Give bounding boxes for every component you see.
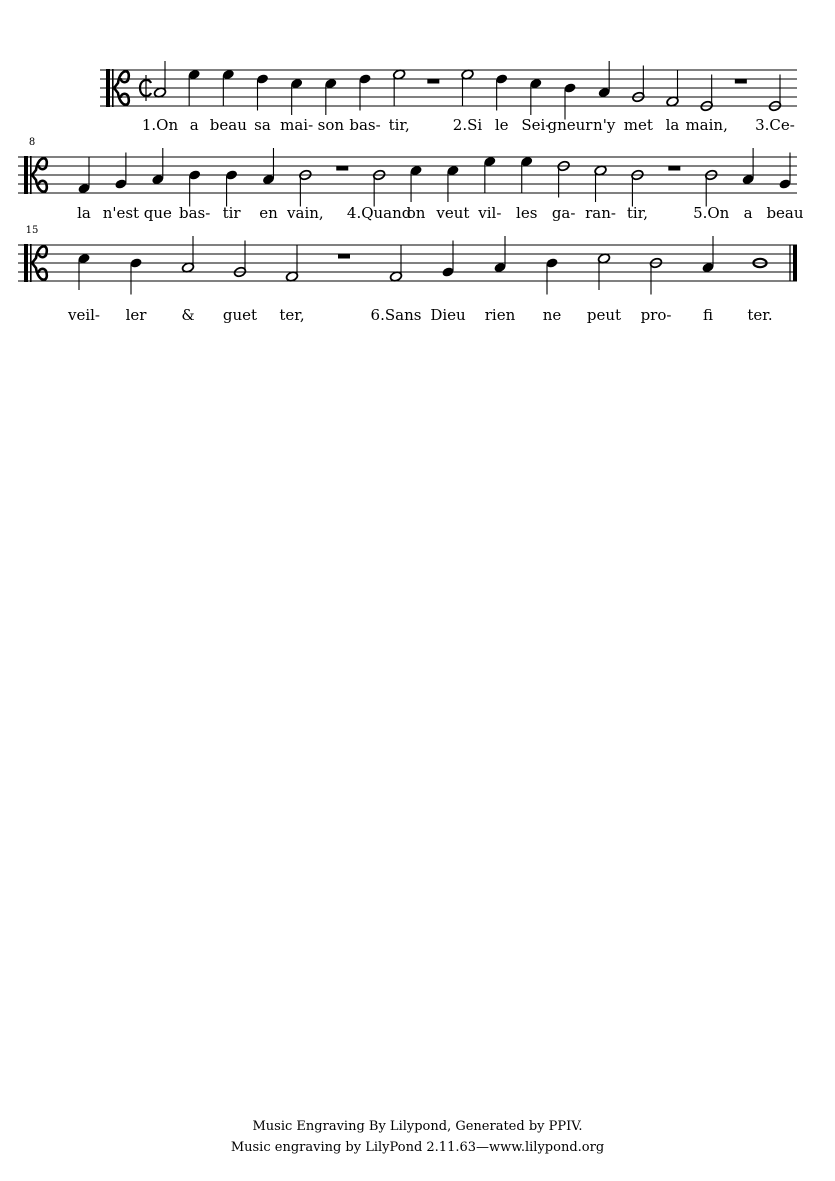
lyric-syllable: 4.Quand (346, 204, 412, 222)
lyric-syllable: gneur (547, 116, 593, 134)
lyric-syllable: rien (484, 306, 516, 324)
footer-lilypond-credit: Music engraving by LilyPond 2.11.63—www.lilypond.org (230, 1140, 605, 1155)
lyric-syllable: vil- (478, 204, 502, 222)
lyric-syllable: bas- (179, 204, 211, 222)
half-rest (735, 79, 747, 84)
lyric-syllable: met (623, 116, 653, 134)
half-rest (668, 166, 680, 171)
lyric-syllable: ga- (551, 204, 576, 222)
lyric-syllable: n'est (102, 204, 140, 222)
lyric-syllable: & (181, 306, 195, 324)
lyric-syllable: ter, (279, 306, 305, 324)
lyric-syllable: 5.On (693, 204, 730, 222)
lyric-syllable: tir, (626, 204, 648, 222)
half-rest (336, 166, 348, 171)
lyric-syllable: bas- (349, 116, 381, 134)
lyric-syllable: veil- (67, 306, 101, 324)
lyric-syllable: a (189, 116, 199, 134)
lyric-syllable: le (494, 116, 509, 134)
lyric-syllable: que (143, 204, 172, 222)
lyric-syllable: ran- (585, 204, 616, 222)
lyric-syllable: Dieu (430, 306, 466, 324)
lyric-syllable: 6.Sans (370, 306, 422, 324)
lyric-syllable: beau (209, 116, 247, 134)
lyric-syllable: ne (542, 306, 562, 324)
lyric-syllable: les (516, 204, 538, 222)
lyric-syllable: beau (766, 204, 804, 222)
lyric-syllable: 2.Si (452, 116, 483, 134)
half-rest (427, 79, 439, 84)
lyric-syllable: 3.Ce- (755, 116, 795, 134)
lyric-syllable: pro- (640, 306, 672, 324)
lyric-syllable: mai- (280, 116, 314, 134)
barline-thick (793, 245, 797, 281)
footer-engraving-credit: Music Engraving By Lilypond, Generated by PPIV. (252, 1119, 583, 1134)
lyric-syllable: n'y (593, 116, 616, 134)
lyric-syllable: ter. (747, 306, 773, 324)
lyric-syllable: on (406, 204, 426, 222)
measure-number: 15 (25, 225, 39, 236)
lyric-syllable: main, (685, 116, 728, 134)
score (0, 0, 835, 400)
lyric-syllable: fi (702, 306, 714, 324)
lyric-syllable: ler (125, 306, 147, 324)
lyric-syllable: la (665, 116, 680, 134)
lyric-syllable: 1.On (141, 116, 179, 134)
lyric-syllable: Sei- (521, 116, 551, 134)
lyric-syllable: a (743, 204, 753, 222)
lyric-syllable: sa (254, 116, 271, 134)
measure-number: 8 (28, 137, 36, 148)
lyric-syllable: guet (222, 306, 258, 324)
lyric-syllable: tir (222, 204, 241, 222)
lyric-syllable: tir, (388, 116, 410, 134)
lyric-syllable: veut (436, 204, 470, 222)
lyric-syllable: vain, (287, 204, 324, 222)
lyric-syllable: peut (586, 306, 622, 324)
half-rest (338, 254, 350, 259)
lyric-syllable: la (77, 204, 91, 222)
lyric-syllable: en (259, 204, 278, 222)
lyric-syllable: son (317, 116, 345, 134)
